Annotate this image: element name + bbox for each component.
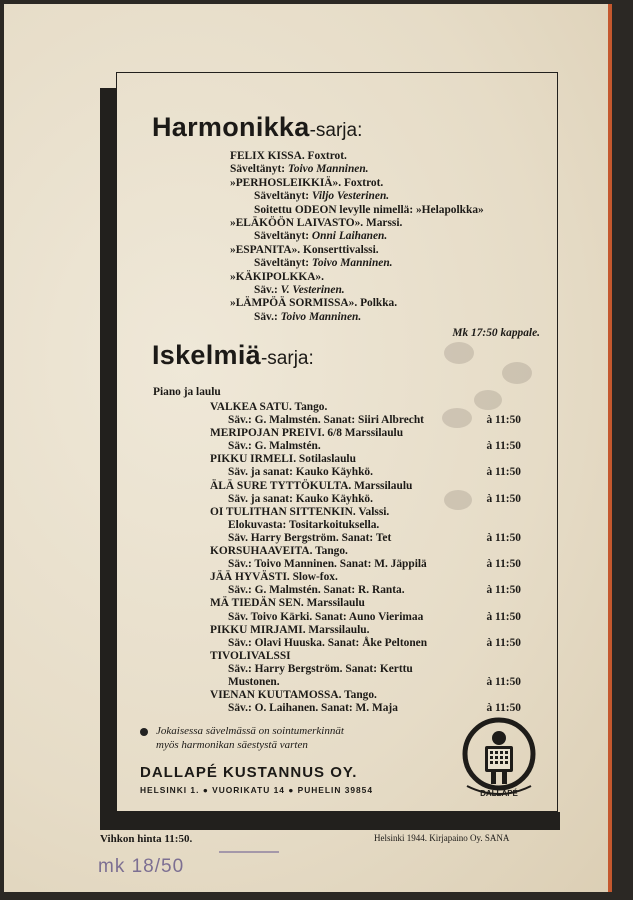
publisher-name: DALLAPÉ KUSTANNUS OY. xyxy=(140,764,358,781)
list-item: PIKKU MIRJAMI. Marssilaulu. xyxy=(210,623,370,636)
list-item: Mustonen. à 11:50 xyxy=(228,675,521,688)
list-item: Säveltänyt: Viljo Vesterinen. xyxy=(254,190,390,203)
list-item: Säveltänyt: Toivo Manninen. xyxy=(230,163,369,176)
publisher-address: HELSINKI 1. ● VUORIKATU 14 ● PUHELIN 39854 xyxy=(140,785,374,795)
list-item: »PERHOSLEIKKIÄ». Foxtrot. xyxy=(230,176,384,189)
iskelmia-series-title: Iskelmiä-sarja: xyxy=(152,340,314,370)
list-item: Säv.: V. Vesterinen. xyxy=(254,283,345,296)
list-item: OI TULITHAN SITTENKIN. Valssi. xyxy=(210,505,390,518)
list-item: »KÄKIPOLKKA». xyxy=(230,270,324,283)
list-item: Säv. ja sanat: Kauko Käyhkö. à 11:50 xyxy=(228,466,521,479)
chord-note: Jokaisessa sävelmässä on sointumerkinnät myös harmonikan säestystä varten xyxy=(156,725,344,751)
dallape-accordion-logo-icon xyxy=(459,716,539,800)
list-item: Säveltänyt: Toivo Manninen. xyxy=(254,257,393,270)
list-item: MÄ TIEDÄN SEN. Marssilaulu xyxy=(210,597,365,610)
list-item: VALKEA SATU. Tango. xyxy=(210,401,328,413)
svg-text:DALLAPÉ: DALLAPÉ xyxy=(480,789,518,798)
list-item: Säv.: G. Malmstén. à 11:50 xyxy=(228,440,521,453)
price-stamp: mk 18/50 xyxy=(98,856,185,877)
list-item: Säv.: Olavi Huuska. Sanat: Åke Peltonen à 11:50 xyxy=(228,636,521,649)
list-item: Säv.: G. Malmstén. Sanat: R. Ranta. à 11:50 xyxy=(228,584,521,597)
list-item: »ESPANITA». Konserttivalssi. xyxy=(230,243,379,256)
list-item: TIVOLIVALSSI xyxy=(210,649,291,662)
booklet-price: Vihkon hinta 11:50. xyxy=(100,833,193,845)
list-item: MERIPOJAN PREIVI. 6/8 Marssilaulu xyxy=(210,427,404,440)
list-item: Elokuvasta: Tositarkoituksella. xyxy=(228,518,380,531)
list-item: Säv.: O. Laihanen. Sanat: M. Maja à 11:50 xyxy=(228,702,521,715)
printer-imprint: Helsinki 1944. Kirjapaino Oy. SANA xyxy=(374,833,510,843)
list-item: Säveltänyt: Onni Laihanen. xyxy=(254,230,388,243)
list-item: Säv.: Harry Bergström. Sanat: Kerttu xyxy=(228,662,413,675)
list-item: ÄLÄ SURE TYTTÖKULTA. Marssilaulu xyxy=(210,479,413,492)
list-item: FELIX KISSA. Foxtrot. xyxy=(230,150,347,162)
list-item: »ELÄKÖÖN LAIVASTO». Marssi. xyxy=(230,216,403,229)
list-item: JÄÄ HYVÄSTI. Slow-fox. xyxy=(210,571,338,584)
list-item: Säv. Toivo Kärki. Sanat: Auno Vierimaa à 11:50 xyxy=(228,610,521,623)
list-item: Soitettu ODEON levylle nimellä: »Helapolkka» xyxy=(254,203,484,216)
list-item: Säv.: Toivo Manninen. xyxy=(254,310,362,323)
list-item: VIENAN KUUTAMOSSA. Tango. xyxy=(210,689,377,702)
list-item: Säv.: Toivo Manninen. Sanat: M. Jäppilä à 11:50 xyxy=(228,558,521,571)
harmonikka-series-title: Harmonikka-sarja: xyxy=(152,112,363,142)
harmonikka-list xyxy=(230,150,540,343)
booklet-back-cover xyxy=(4,4,612,892)
list-item: Säv. ja sanat: Kauko Käyhkö. à 11:50 xyxy=(228,492,521,505)
list-item: »LÄMPÖÄ SORMISSA». Polkka. xyxy=(230,297,398,310)
list-item: KORSUHAAVEITA. Tango. xyxy=(210,545,348,558)
iskelmia-subtitle: Piano ja laulu xyxy=(153,386,221,398)
list-item: PIKKU IRMELI. Sotilaslaulu xyxy=(210,453,356,466)
list-item: Säv.: G. Malmstén. Sanat: Siiri Albrecht à 11:50 xyxy=(228,414,521,427)
iskelmia-list xyxy=(210,401,521,715)
list-item: Säv. Harry Bergström. Sanat: Tet à 11:50 xyxy=(228,531,521,544)
price-note: Mk 17:50 kappale. xyxy=(452,327,540,340)
